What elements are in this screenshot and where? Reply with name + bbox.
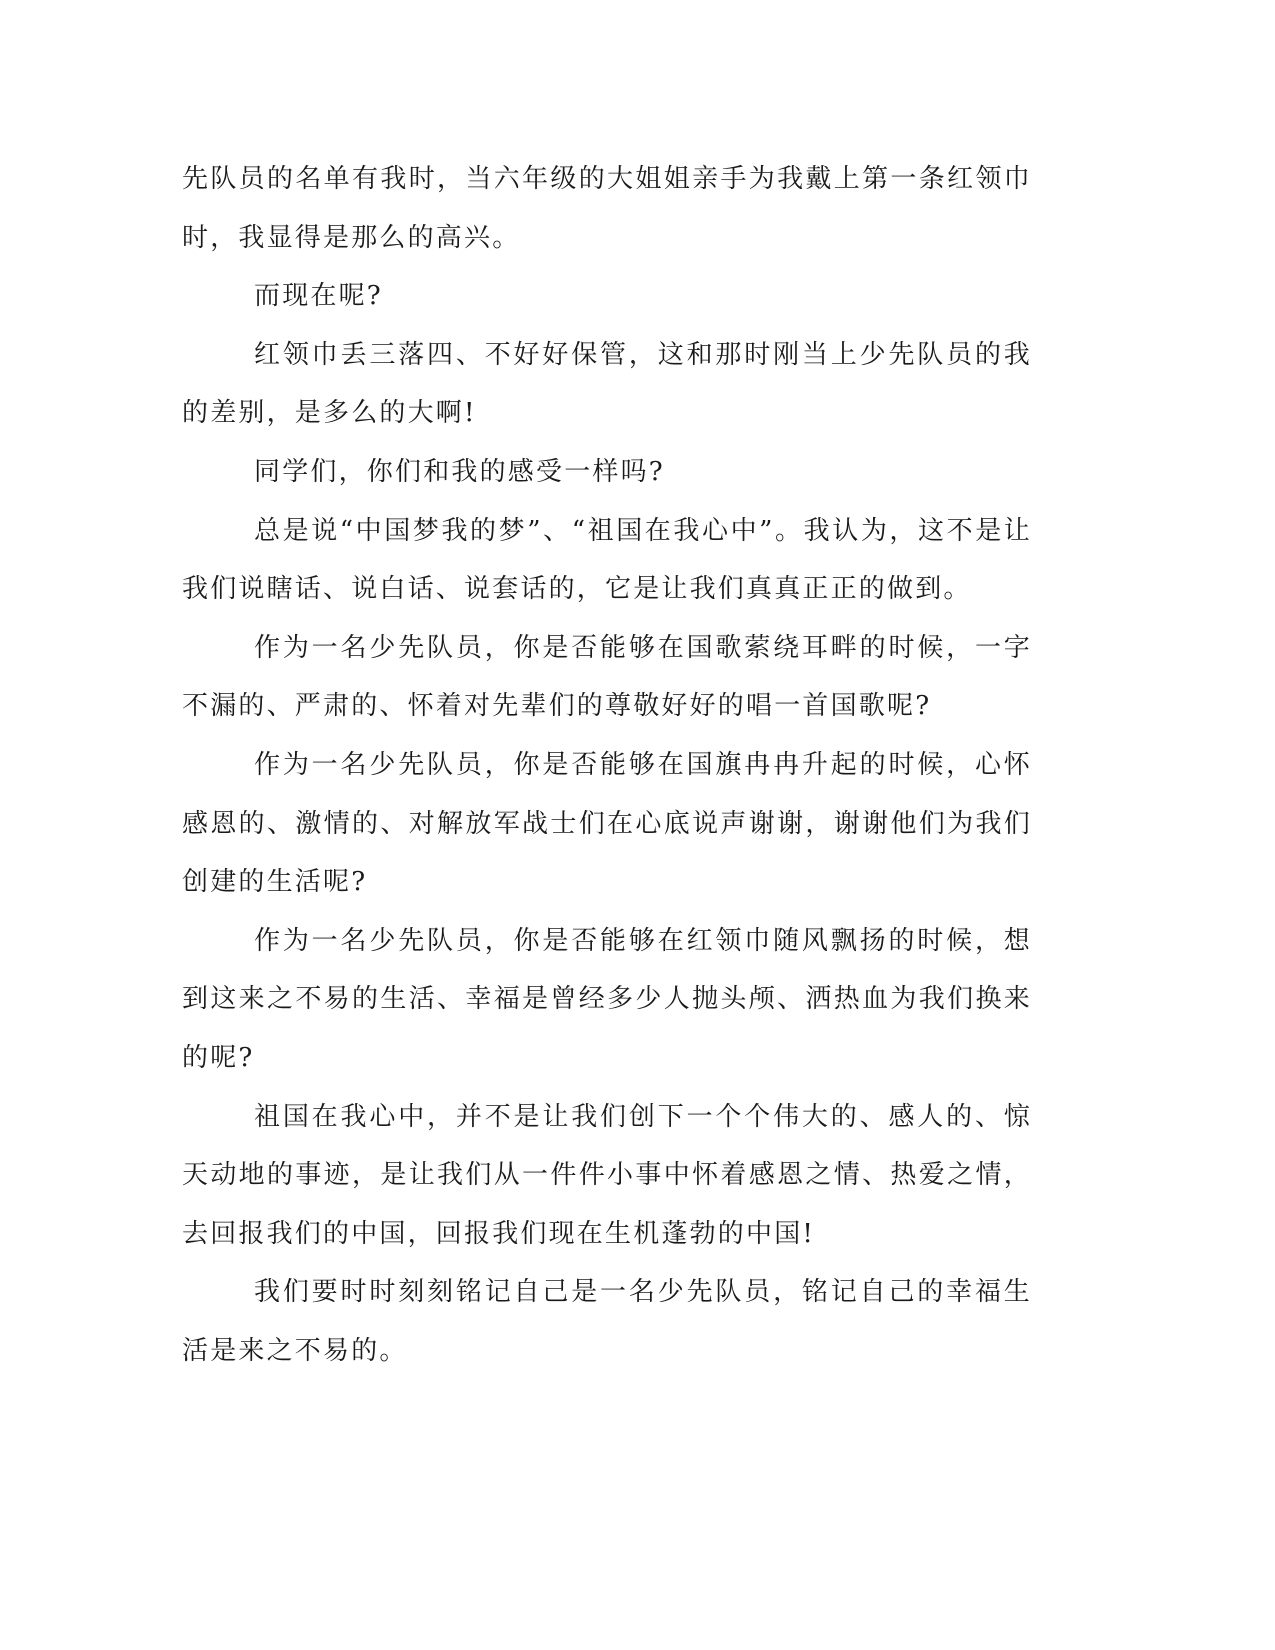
paragraph-6: 作为一名少先队员，你是否能够在国歌萦绕耳畔的时候，一字不漏的、严肃的、怀着对先辈们的尊敬好好的唱一首国歌呢? xyxy=(182,632,1032,722)
paragraph-10: 我们要时时刻刻铭记自己是一名少先队员，铭记自己的幸福生活是来之不易的。 xyxy=(182,1277,1032,1366)
paragraph-2: 而现在呢? xyxy=(254,281,383,312)
paragraph-3: 红领巾丢三落四、不好好保管，这和那时刚当上少先队员的我的差别，是多么的大啊! xyxy=(182,339,1032,429)
paragraph-7: 作为一名少先队员，你是否能够在国旗冉冉升起的时候，心怀感恩的、激情的、对解放军战士们在心底说声谢谢，谢谢他们为我们创建的生活呢? xyxy=(182,749,1032,898)
paragraph-4: 同学们，你们和我的感受一样吗? xyxy=(254,456,665,487)
paragraph-8: 作为一名少先队员，你是否能够在红领巾随风飘扬的时候，想到这来之不易的生活、幸福是曾经多少人抛头颅、洒热血为我们换来的呢? xyxy=(182,925,1032,1073)
paragraph-9: 祖国在我心中，并不是让我们创下一个个伟大的、感人的、惊天动地的事迹，是让我们从一件件小事中怀着感恩之情、热爱之情，去回报我们的中国，回报我们现在生机蓬勃的中国! xyxy=(182,1101,1032,1249)
paragraph-1: 先队员的名单有我时，当六年级的大姐姐亲手为我戴上第一条红领巾时，我显得是那么的高兴。 xyxy=(182,164,1032,253)
paragraph-5: 总是说“中国梦我的梦”、“祖国在我心中”。我认为，这不是让我们说瞎话、说白话、说套话的，它是让我们真真正正的做到。 xyxy=(182,515,1032,605)
document-page xyxy=(182,150,1032,1380)
